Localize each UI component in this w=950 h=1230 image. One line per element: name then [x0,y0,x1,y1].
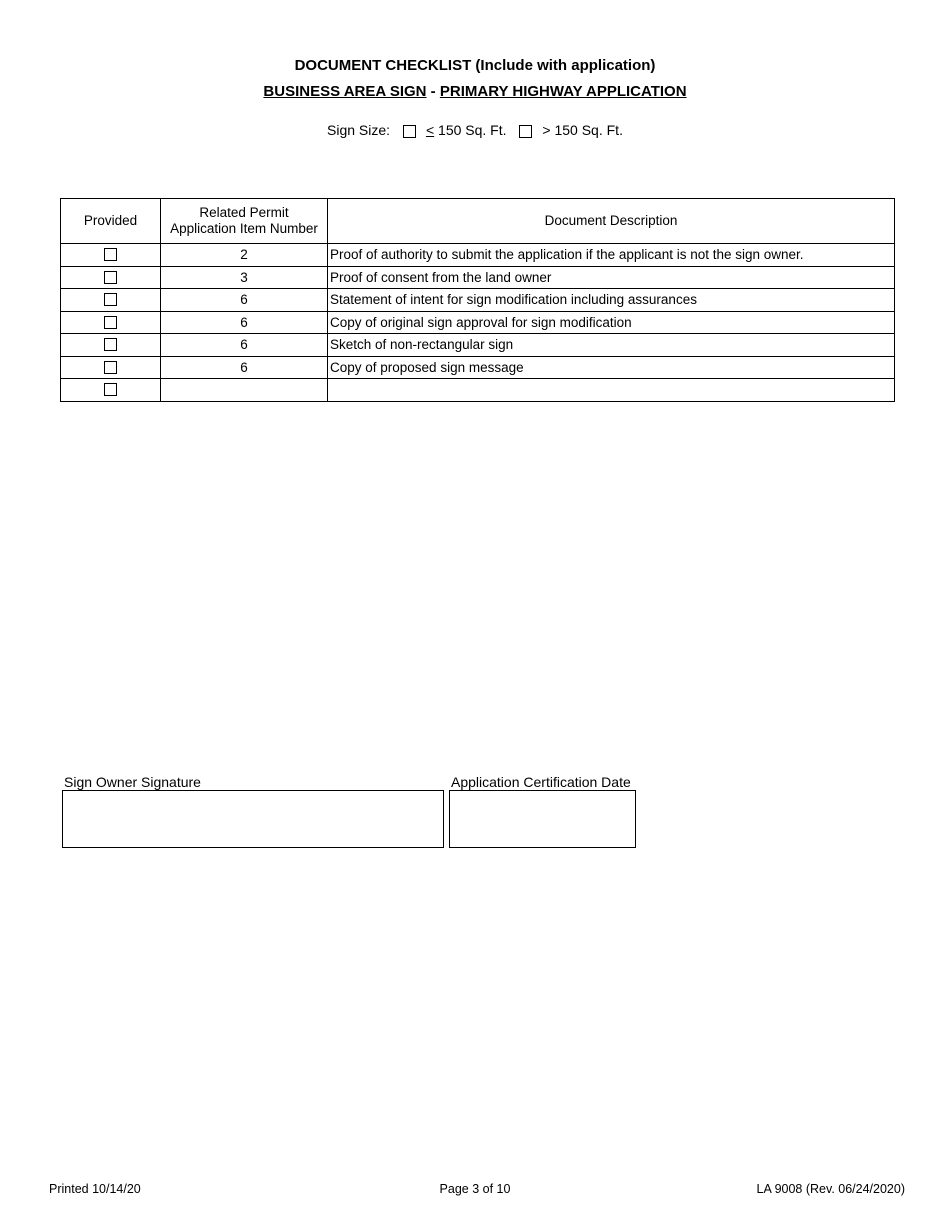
header-provided: Provided [61,199,161,244]
item-number-cell: 3 [161,266,328,289]
table-row [61,266,895,289]
table-header-row [61,199,895,244]
checklist-title: DOCUMENT CHECKLIST (Include with application) [294,57,656,74]
description-cell: Statement of intent for sign modification including assurances [328,289,895,312]
header-description: Document Description [328,199,895,244]
provided-cell [61,311,161,334]
sign-size-small-label: 150 Sq. Ft. [434,122,507,138]
sign-size-selector [0,122,950,138]
header-item-number-line2: Application Item Number [170,221,318,236]
provided-cell [61,266,161,289]
description-cell: Proof of authority to submit the application if the applicant is not the sign owner. [328,244,895,267]
subtitle-business-area-sign: BUSINESS AREA SIGN [263,83,427,100]
description-cell: Copy of proposed sign message [328,356,895,379]
certification-date-label: Application Certification Date [451,774,631,790]
provided-cell [61,289,161,312]
provided-checkbox[interactable] [104,248,117,261]
provided-cell [61,356,161,379]
subtitle-primary-highway: PRIMARY HIGHWAY APPLICATION [439,83,687,100]
table-row [61,356,895,379]
provided-checkbox[interactable] [104,361,117,374]
provided-cell [61,334,161,357]
description-cell: Copy of original sign approval for sign modification [328,311,895,334]
item-number-cell: 6 [161,334,328,357]
item-number-input-cell[interactable] [161,379,328,402]
less-equal-symbol: < [425,122,435,138]
table-row [61,379,895,402]
table-row [61,334,895,357]
item-number-cell: 6 [161,289,328,312]
page-number: Page 3 of 10 [439,1182,511,1196]
certification-date-field[interactable] [449,790,636,848]
table-row [61,289,895,312]
description-input-cell[interactable] [328,379,895,402]
table-row [61,311,895,334]
table-row [61,244,895,267]
header-item-number [161,199,328,244]
subtitle-separator: - [426,83,440,100]
provided-cell [61,244,161,267]
sign-size-large-label: > 150 Sq. Ft. [542,122,623,138]
item-number-cell: 6 [161,356,328,379]
item-number-cell: 6 [161,311,328,334]
provided-checkbox[interactable] [104,271,117,284]
printed-date: Printed 10/14/20 [49,1182,141,1196]
sign-size-small-checkbox[interactable] [403,125,416,138]
form-number: LA 9008 (Rev. 06/24/2020) [756,1182,905,1196]
sign-owner-signature-label: Sign Owner Signature [64,774,201,790]
sign-size-label: Sign Size: [327,122,391,138]
header-item-number-line1: Related Permit [199,205,289,220]
provided-checkbox[interactable] [104,383,117,396]
provided-checkbox[interactable] [104,338,117,351]
description-cell: Sketch of non-rectangular sign [328,334,895,357]
provided-checkbox[interactable] [104,316,117,329]
item-number-cell: 2 [161,244,328,267]
sign-owner-signature-field[interactable] [62,790,444,848]
provided-cell [61,379,161,402]
sign-size-large-checkbox[interactable] [519,125,532,138]
description-cell: Proof of consent from the land owner [328,266,895,289]
document-checklist-table [60,198,895,402]
application-subtitle [0,83,950,101]
provided-checkbox[interactable] [104,293,117,306]
